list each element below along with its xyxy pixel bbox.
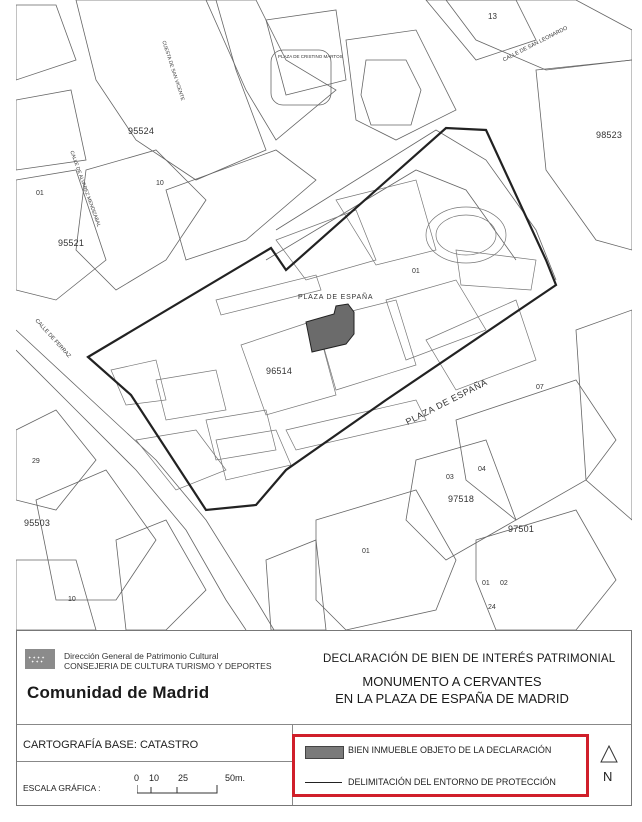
base-cartography-label: CARTOGRAFÍA BASE: CATASTRO: [23, 739, 199, 751]
protection-boundary-swatch: [305, 782, 342, 783]
parcel-01-plaza-label: 01: [412, 268, 420, 275]
legend-protection-boundary: DELIMITACIÓN DEL ENTORNO DE PROTECCIÓN: [348, 777, 556, 787]
parcel-24-label: 24: [488, 604, 496, 611]
scale-tick-10: 10: [149, 773, 160, 783]
parcel-95524-label: 95524: [128, 126, 155, 136]
cadastral-map: [16, 0, 632, 630]
legend-divider-scale: [17, 761, 292, 762]
declared-monument-shape: [306, 304, 354, 352]
parcel-97518-label: 97518: [448, 494, 475, 504]
scale-tick-50: 50m.: [225, 773, 246, 783]
parcel-02-label: 02: [500, 580, 508, 587]
parcel-13-label: 13: [488, 12, 497, 21]
map-drawing: [16, 0, 632, 630]
declared-property-swatch: [305, 746, 344, 759]
parcel-01-left-label: 01: [36, 190, 44, 197]
scale-label: ESCALA GRÁFICA :: [23, 783, 101, 793]
calle-alvarez-label: CALLE DE ALVAREZ MENDIZABAL: [68, 150, 102, 228]
parcel-29-label: 29: [32, 458, 40, 465]
comunidad-flag-icon: ✦ ✦ ✦ ✦ ✦ ✦ ✦: [25, 649, 55, 669]
parcel-96514-label: 96514: [266, 366, 293, 376]
legend-divider-horizontal: [17, 724, 631, 725]
north-label: N: [603, 769, 613, 784]
parcel-98523-label: 98523: [596, 130, 623, 140]
map-legend-panel: [16, 630, 632, 806]
institution-line-2: CONSEJERIA DE CULTURA TURISMO Y DEPORTES: [64, 661, 272, 671]
declaration-title: DECLARACIÓN DE BIEN DE INTERÉS PATRIMONIAL: [323, 653, 616, 665]
calle-ferraz-label: CALLE DE FERRAZ: [33, 318, 72, 360]
parcel-01-right-label: 01: [482, 580, 490, 587]
scale-tick-25: 25: [178, 773, 189, 783]
parcel-10-bottom-label: 10: [68, 596, 76, 603]
plaza-espana-outer-label: PLAZA DE ESPAÑA: [404, 376, 490, 427]
monument-title-line-1: MONUMENTO A CERVANTES: [362, 674, 542, 689]
plaza-espana-inner-label: PLAZA DE ESPAÑA: [298, 294, 374, 301]
parcel-97501-label: 97501: [508, 524, 535, 534]
parcel-07-label: 07: [536, 384, 544, 391]
scale-bar: [137, 783, 237, 795]
institution-line-1: Dirección General de Patrimonio Cultural: [64, 651, 219, 661]
parcel-03-label: 03: [446, 474, 454, 481]
parcel-10-top-label: 10: [156, 180, 164, 187]
legend-declared-property: BIEN INMUEBLE OBJETO DE LA DECLARACIÓN: [348, 745, 552, 755]
parcel-01-bottom-label: 01: [362, 548, 370, 555]
scale-tick-0: 0: [134, 773, 140, 783]
cuesta-san-vicente-label: CUESTA DE SAN VICENTE: [160, 40, 186, 102]
monument-title-line-2: EN LA PLAZA DE ESPAÑA DE MADRID: [335, 691, 569, 706]
plaza-cristino-label: PLAZA DE CRISTINO MARTOS: [278, 54, 343, 59]
parcel-04-label: 04: [478, 466, 486, 473]
calle-san-leonardo-label: CALLE DE SAN LEONARDO: [502, 25, 569, 64]
parcel-95521-label: 95521: [58, 238, 85, 248]
parcel-95503-label: 95503: [24, 518, 51, 528]
brand-name: Comunidad de Madrid: [27, 683, 210, 702]
legend-items-box: [292, 734, 589, 797]
